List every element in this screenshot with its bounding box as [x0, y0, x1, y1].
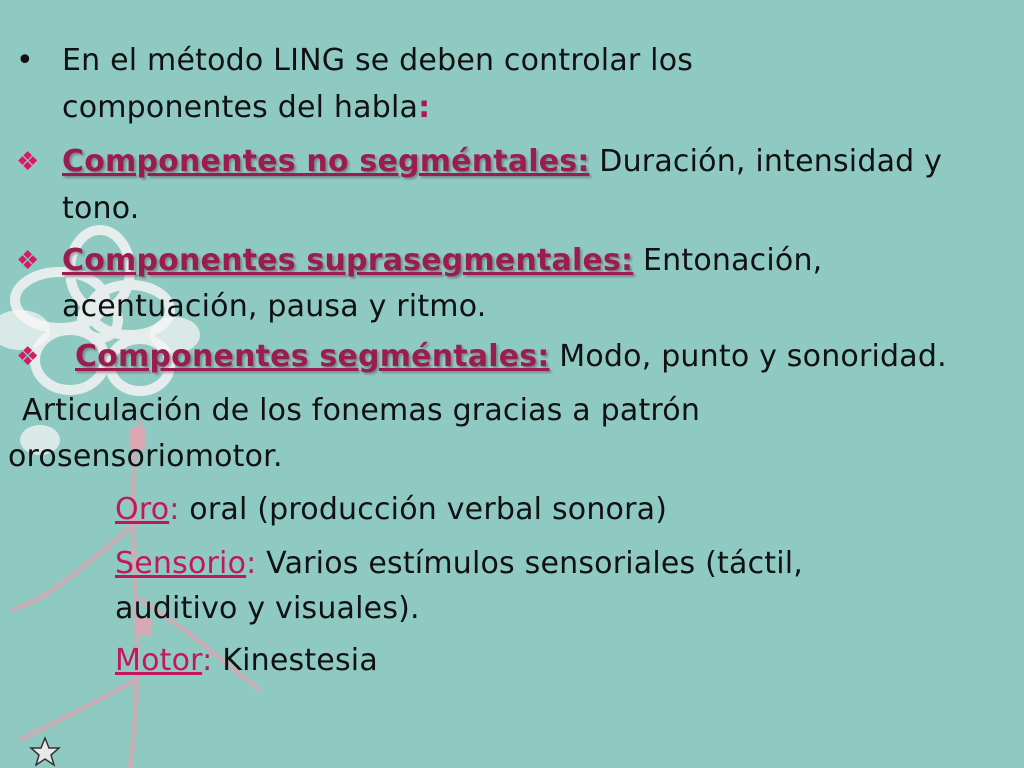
oro-line	[115, 486, 667, 533]
item2-term: Componentes suprasegmentales:	[62, 243, 634, 278]
bullet-dot: •	[16, 43, 34, 78]
item1-line-2: tono.	[62, 191, 140, 226]
item1-line-1	[62, 138, 942, 185]
articulation-line-2: orosensoriomotor.	[8, 439, 283, 474]
item3-rest: Modo, punto y sonoridad.	[549, 339, 947, 374]
sensorio-line-1	[115, 540, 803, 587]
intro-text: componentes del habla	[62, 90, 419, 125]
motor-colon: :	[202, 643, 213, 678]
intro-line-1: En el método LING se deben controlar los	[62, 43, 694, 78]
oro-rest: oral (producción verbal sonora)	[179, 492, 668, 527]
item3-line	[75, 333, 947, 380]
motor-term: Motor	[115, 643, 203, 678]
diamond-bullet-icon: ❖	[16, 147, 40, 177]
sensorio-line-2: auditivo y visuales).	[115, 591, 420, 626]
item1-rest: Duración, intensidad y	[589, 144, 943, 179]
intro-line-2	[62, 84, 430, 131]
item2-line-2: acentuación, pausa y ritmo.	[62, 289, 487, 324]
item2-line-1	[62, 237, 822, 284]
intro-colon: :	[418, 90, 431, 125]
item2-rest: Entonación,	[633, 243, 823, 278]
sensorio-colon: :	[246, 546, 257, 581]
sensorio-rest: Varios estímulos sensoriales (táctil,	[256, 546, 804, 581]
oro-term: Oro	[115, 492, 170, 527]
diamond-bullet-icon: ❖	[16, 342, 40, 372]
motor-line	[115, 637, 378, 684]
diamond-bullet-icon: ❖	[16, 246, 40, 276]
sensorio-term: Sensorio	[115, 546, 247, 581]
motor-rest: Kinestesia	[212, 643, 378, 678]
oro-colon: :	[169, 492, 180, 527]
articulation-line-1: Articulación de los fonemas gracias a patrón	[22, 393, 701, 428]
item3-term: Componentes segméntales:	[75, 339, 550, 374]
item1-term: Componentes no segméntales:	[62, 144, 590, 179]
